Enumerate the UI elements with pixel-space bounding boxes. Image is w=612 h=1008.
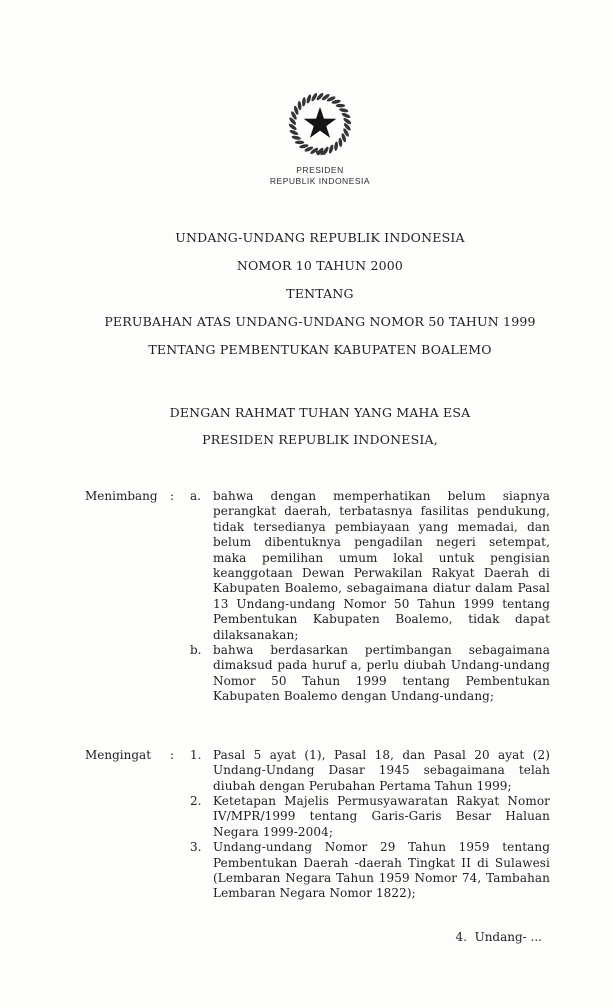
- recalling-item-2: [190, 794, 550, 840]
- title-line-subject2: TENTANG PEMBENTUKAN KABUPATEN BOALEMO: [148, 342, 492, 357]
- considering-section: [85, 489, 612, 705]
- considering-label: Menimbang: [85, 489, 158, 503]
- recalling-colon: :: [170, 747, 175, 762]
- title-line-number: NOMOR 10 TAHUN 2000: [236, 258, 404, 273]
- considering-item-a: [190, 489, 550, 643]
- document-title-block: [28, 231, 612, 356]
- emblem-caption-line1: PRESIDEN: [296, 165, 344, 175]
- title-line-law: UNDANG-UNDANG REPUBLIK INDONESIA: [175, 230, 465, 245]
- item-text: bahwa berdasarkan pertimbangan sebagaimana dimaksud pada huruf a, perlu diubah Undang-undang Nomor 50 Tahun 1999 tentang Pembentukan Kabupaten Boalemo dengan Undang-undang;: [213, 643, 550, 704]
- item-marker: 3.: [190, 840, 202, 855]
- recalling-section: [85, 748, 612, 902]
- item-text: Ketetapan Majelis Permusyawaratan Rakyat Nomor IV/MPR/1999 tentang Garis-Garis Besar Haluan Negara 1999-2004;: [213, 793, 550, 839]
- recalling-items: [190, 748, 550, 902]
- item-marker: 1.: [190, 747, 202, 762]
- star-glyph: [304, 107, 337, 138]
- recalling-item-1: [190, 748, 550, 794]
- item-text: Pasal 5 ayat (1), Pasal 18, dan Pasal 20 ayat (2) Undang-Undang Dasar 1945 sebagaimana telah diubah dengan Perubahan Pertama Tahun 1999;: [213, 747, 550, 793]
- catchword: 4. Undang- ...: [455, 929, 542, 944]
- item-text: Undang-undang Nomor 29 Tahun 1959 tentang Pembentukan Daerah -daerah Tingkat II di Sulawesi (Lembaran Negara Tahun 1959 Nomor 74, Tambahan Lembaran Negara Nomor 1822);: [213, 840, 550, 901]
- item-marker: 2.: [190, 793, 202, 808]
- invocation-line: DENGAN RAHMAT TUHAN YANG MAHA ESA: [169, 405, 471, 420]
- authority-line: PRESIDEN REPUBLIK INDONESIA,: [202, 432, 438, 447]
- recalling-item-3: [190, 840, 550, 902]
- recalling-label: Mengingat: [85, 747, 152, 762]
- preamble-block: [28, 406, 612, 446]
- document-header: [28, 88, 612, 446]
- considering-items: [190, 489, 550, 705]
- presidential-seal: [28, 88, 612, 187]
- item-marker: a.: [190, 489, 201, 503]
- considering-colon: :: [170, 489, 175, 503]
- considering-item-b: [190, 643, 550, 705]
- title-line-tentang: TENTANG: [286, 286, 354, 301]
- star-wreath-icon: [284, 88, 356, 160]
- title-line-subject: PERUBAHAN ATAS UNDANG-UNDANG NOMOR 50 TAHUN 1999: [104, 314, 536, 329]
- item-marker: b.: [190, 643, 202, 658]
- emblem-caption-line2: REPUBLIK INDONESIA: [269, 176, 371, 186]
- item-text: bahwa dengan memperhatikan belum siapnya perangkat daerah, terbatasnya fasilitas pendukung, tidak tersedianya pembiayaan yang memadai, dan belum dibentuknya pengadilan negeri setempat, maka pemilihan umum lokal untuk pengisian keanggotaan Dewan Perwakilan Rakyat Daerah di Kabupaten Boalemo, sebagaimana diatur dalam Pasal 13 Undang-undang Nomor 50 Tahun 1999 tentang Pembentukan Kabupaten Boalemo, tidak dapat dilaksanakan;: [213, 489, 550, 642]
